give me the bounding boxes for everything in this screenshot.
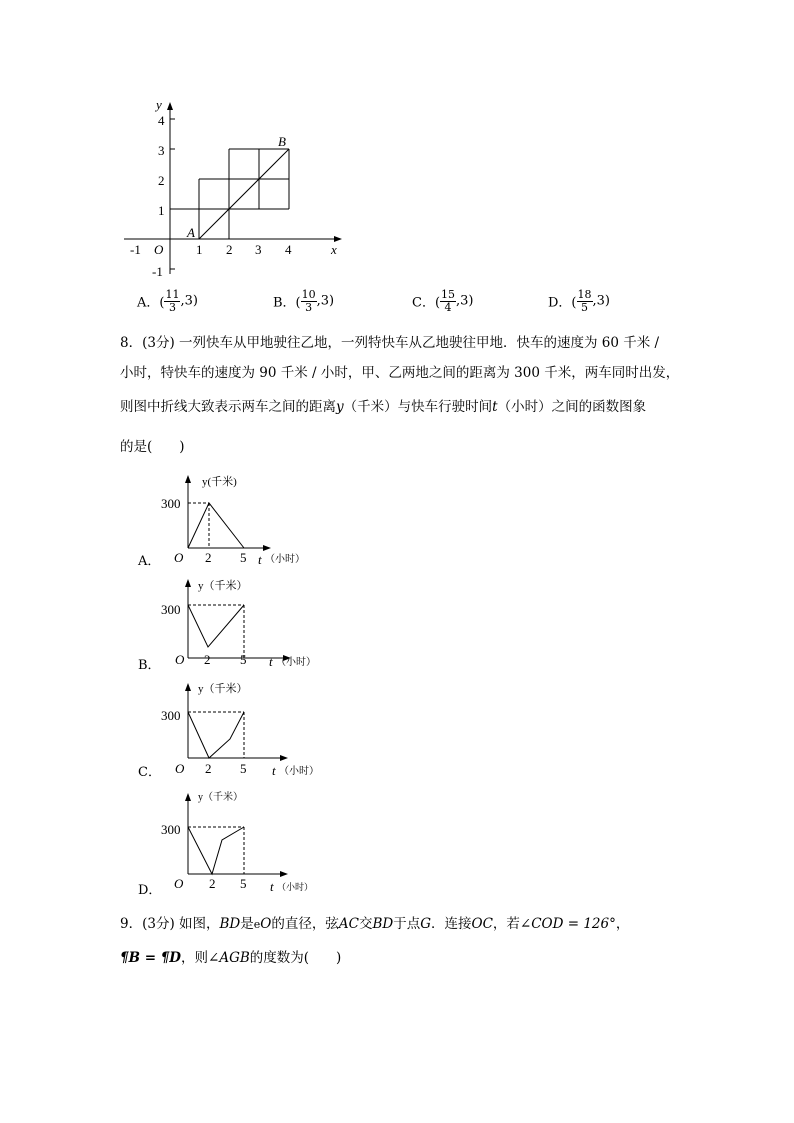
q8-a-origin: O	[174, 550, 184, 565]
q8-b-t5: 5	[240, 652, 247, 667]
q8-option-b-graph[interactable]	[158, 574, 328, 672]
q8-d-t-arrow-icon	[280, 871, 288, 877]
q7-point-a-label: A	[187, 225, 195, 240]
q8-c-t2: 2	[205, 761, 212, 776]
q8-a-y300: 300	[161, 496, 181, 511]
q7-choice-c-fraction: $\frac{15}{4}$	[441, 288, 456, 314]
q7-choice-a[interactable]: A．( $\frac{11}{3}$ ,3)	[137, 288, 198, 314]
q8-b-y-arrow-icon	[185, 579, 191, 587]
q8-a-t2: 2	[205, 550, 212, 565]
q8-c-t-unit: （小时）	[279, 766, 319, 777]
q8-a-polyline	[188, 503, 244, 548]
q7-point-b-label: B	[278, 134, 286, 149]
q8-option-c-graph[interactable]	[158, 678, 333, 780]
q7-x-tick-3: 3	[255, 242, 262, 257]
q7-choice-b-fraction: $\frac{10}{3}$	[301, 288, 316, 314]
q8-c-t5: 5	[240, 761, 247, 776]
q7-y-tick-1: 1	[158, 203, 165, 218]
q8-c-origin: O	[175, 761, 185, 776]
q8-option-c-letter[interactable]: C．	[138, 765, 161, 780]
q8-line-4: 的是( )	[120, 439, 185, 455]
q8-d-y300: 300	[161, 822, 181, 837]
q8-b-polyline	[188, 605, 244, 647]
q9-line-1: 9．(3分) 如图，BD是eO的直径，弦AC交BD于点G．连接OC，若∠COD = 126°，	[120, 916, 630, 932]
q8-option-a-letter[interactable]: A．	[138, 554, 161, 569]
q8-a-t-arrow-icon	[263, 545, 271, 551]
q8-d-polyline	[188, 827, 244, 874]
q8-d-t-unit: （小时）	[277, 882, 314, 892]
q8-b-y300: 300	[161, 602, 181, 617]
q9-arc-expression: ¶B = ¶D	[120, 950, 182, 966]
q7-grid-figure	[118, 96, 348, 281]
q8-option-d-graph[interactable]	[158, 786, 328, 894]
q7-origin-label: O	[154, 242, 164, 257]
q8-line-3: 则图中折线大致表示两车之间的距离y（千米）与快车行驶时间t（小时）之间的函数图象	[120, 399, 647, 415]
q8-option-b-letter[interactable]: B．	[138, 658, 161, 673]
q9-line-2: ¶B = ¶D，则∠AGB的度数为( )	[120, 950, 342, 966]
q7-y-arrow-icon	[167, 102, 173, 110]
q7-y-tick-4: 4	[158, 113, 165, 128]
q8-c-polyline	[188, 712, 244, 758]
q8-d-y-arrow-icon	[185, 793, 191, 801]
q8-a-y-arrow-icon	[185, 475, 191, 483]
q8-c-y300: 300	[161, 708, 181, 723]
q8-d-t5: 5	[240, 876, 247, 891]
q7-y-axis-label: y	[156, 97, 162, 112]
q8-d-t2: 2	[209, 876, 216, 891]
q8-d-origin: O	[174, 876, 184, 891]
q7-choice-b[interactable]: B．( $\frac{10}{3}$ ,3)	[273, 288, 335, 314]
q7-x-tick-4: 4	[285, 242, 292, 257]
q7-x-tick-neg1: -1	[130, 242, 141, 257]
q8-a-t-unit: （小时）	[265, 554, 305, 565]
q7-segment-ab	[199, 149, 289, 239]
q8-d-t-label: t	[270, 879, 274, 894]
q8-a-t5: 5	[240, 550, 247, 565]
q8-b-y-label: y（千米）	[198, 580, 248, 592]
q8-option-d-letter[interactable]: D．	[138, 883, 162, 898]
q7-x-tick-1: 1	[196, 242, 203, 257]
q7-x-tick-2: 2	[226, 242, 233, 257]
q7-choice-a-fraction: $\frac{11}{3}$	[165, 288, 180, 314]
q7-y-tick-3: 3	[158, 143, 165, 158]
q7-choice-d[interactable]: D．( $\frac{18}{5}$ ,3)	[548, 288, 610, 314]
q8-a-t-label: t	[258, 552, 262, 567]
q8-c-y-label: y（千米）	[198, 683, 248, 695]
q8-line-1: 8．(3分) 一列快车从甲地驶往乙地，一列特快车从乙地驶往甲地．快车的速度为 60 千米 /	[120, 335, 660, 351]
q7-y-tick-2: 2	[158, 173, 165, 188]
q8-b-t-label: t	[269, 654, 273, 669]
q7-y-tick-neg1: -1	[152, 264, 163, 279]
q8-d-y-label: y（千米）	[198, 792, 243, 803]
q8-option-a-graph[interactable]	[158, 470, 318, 568]
q8-line-2: 小时，特快车的速度为 90 千米 / 小时，甲、乙两地之间的距离为 300 千米，两车同时出发，	[120, 365, 680, 381]
q8-a-y-label: y(千米)	[202, 476, 237, 488]
q8-c-y-arrow-icon	[185, 683, 191, 691]
q8-b-t-unit: （小时）	[276, 657, 316, 668]
q8-b-t2: 2	[204, 652, 211, 667]
q7-choice-d-fraction: $\frac{18}{5}$	[577, 288, 592, 314]
q8-b-origin: O	[175, 652, 185, 667]
q7-choice-c[interactable]: C．( $\frac{15}{4}$ ,3)	[412, 288, 474, 314]
q7-x-axis-label: x	[331, 242, 337, 257]
q8-c-t-label: t	[272, 763, 276, 778]
q8-c-t-arrow-icon	[280, 755, 288, 761]
